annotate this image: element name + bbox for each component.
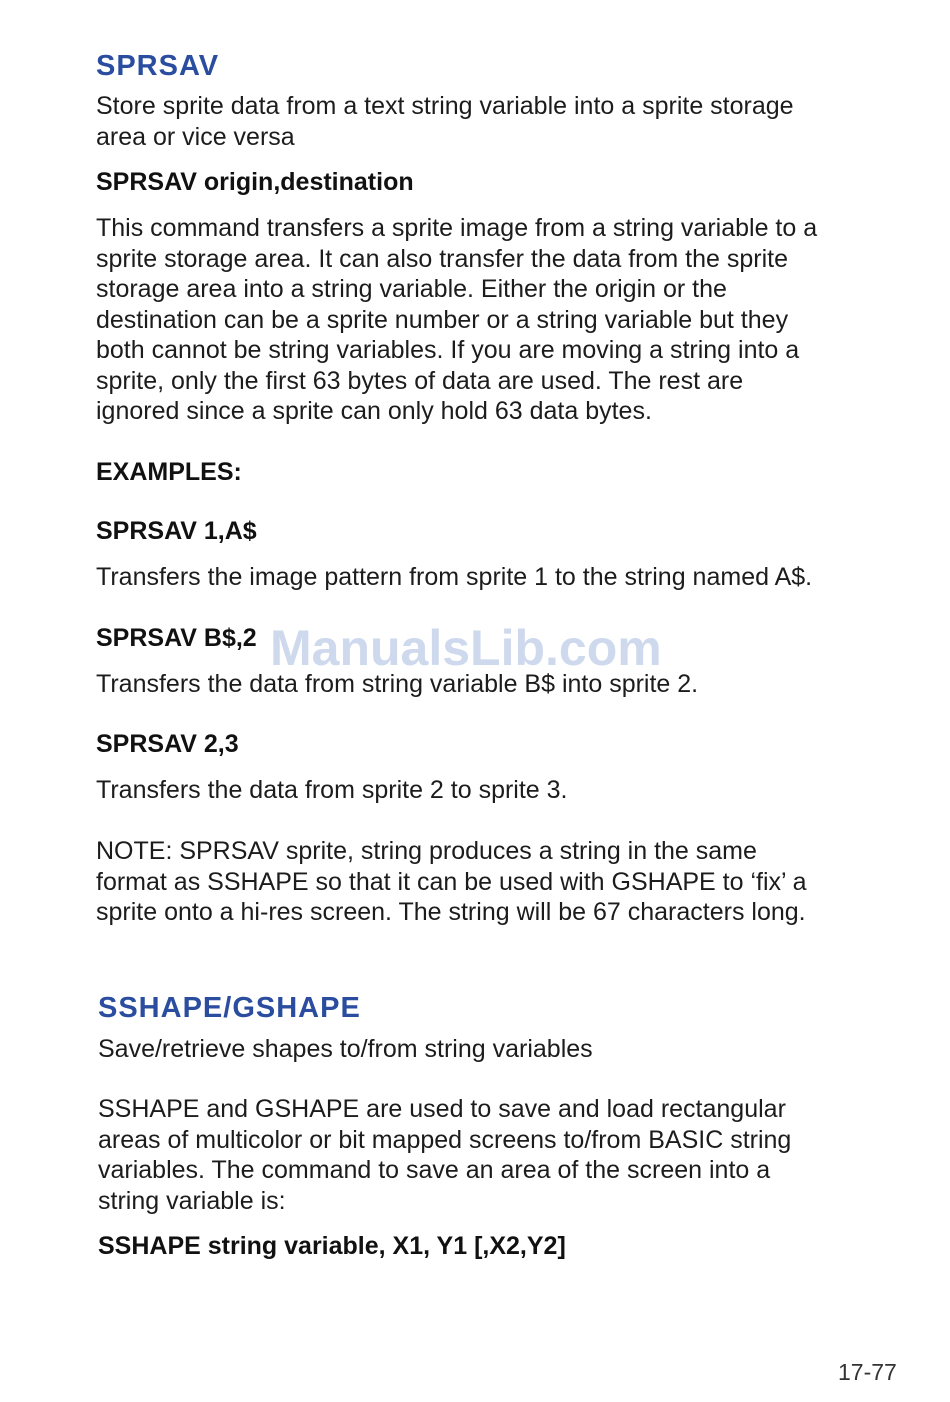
description-line: destination can be a sprite number or a string variable but they <box>96 305 789 334</box>
note-line: sprite onto a hi-res screen. The string will be 67 characters long. <box>96 898 806 926</box>
page-number: 17-77 <box>838 1359 897 1385</box>
sshape-summary: Save/retrieve shapes to/from string variables <box>98 1035 593 1063</box>
sprsav-summary-line: Store sprite data from a text string variable into a sprite storage <box>96 92 794 120</box>
sshape-description <box>98 1094 791 1216</box>
description-line: areas of multicolor or bit mapped screens to/from BASIC string <box>98 1125 792 1154</box>
example-description: Transfers the data from sprite 2 to sprite 3. <box>96 776 568 804</box>
note-line: NOTE: SPRSAV sprite, string produces a string in the same <box>96 837 757 865</box>
description-line: sprite storage area. It can also transfer the data from the sprite <box>96 244 789 273</box>
description-line: variables. The command to save an area of the screen into a <box>98 1156 771 1184</box>
description-line: string variable is: <box>98 1186 286 1215</box>
example-code: SPRSAV 2,3 <box>96 730 239 758</box>
description-line: both cannot be string variables. If you are moving a string into a <box>96 336 800 364</box>
example-code: SPRSAV B$,2 <box>96 624 257 652</box>
description-line: ignored since a sprite can only hold 63 data bytes. <box>96 397 652 425</box>
example-description: Transfers the image pattern from sprite 1 to the string named A$. <box>96 563 813 591</box>
description-line: This command transfers a sprite image from a string variable to a <box>96 214 818 242</box>
sprsav-syntax: SPRSAV origin,destination <box>96 168 414 196</box>
description-line: sprite, only the first 63 bytes of data are used. The rest are <box>96 366 744 395</box>
examples-heading: EXAMPLES: <box>96 458 242 486</box>
section-title-sshape: SSHAPE/GSHAPE <box>98 992 361 1024</box>
description-line: SSHAPE and GSHAPE are used to save and load rectangular <box>98 1095 786 1123</box>
note-line: format as SSHAPE so that it can be used with GSHAPE to ‘fix’ a <box>96 867 807 896</box>
example-description: Transfers the data from string variable B$ into sprite 2. <box>96 670 699 698</box>
section-title-sprsav: SPRSAV <box>96 50 220 82</box>
sprsav-summary-line: area or vice versa <box>96 122 295 151</box>
description-line: storage area into a string variable. Either the origin or the <box>96 275 727 303</box>
sprsav-note <box>96 836 807 928</box>
example-code: SPRSAV 1,A$ <box>96 517 257 545</box>
sshape-syntax: SSHAPE string variable, X1, Y1 [,X2,Y2] <box>98 1232 566 1260</box>
sprsav-summary <box>96 91 794 152</box>
sprsav-description <box>96 213 817 427</box>
watermark: ManualsLib.com <box>270 620 662 676</box>
